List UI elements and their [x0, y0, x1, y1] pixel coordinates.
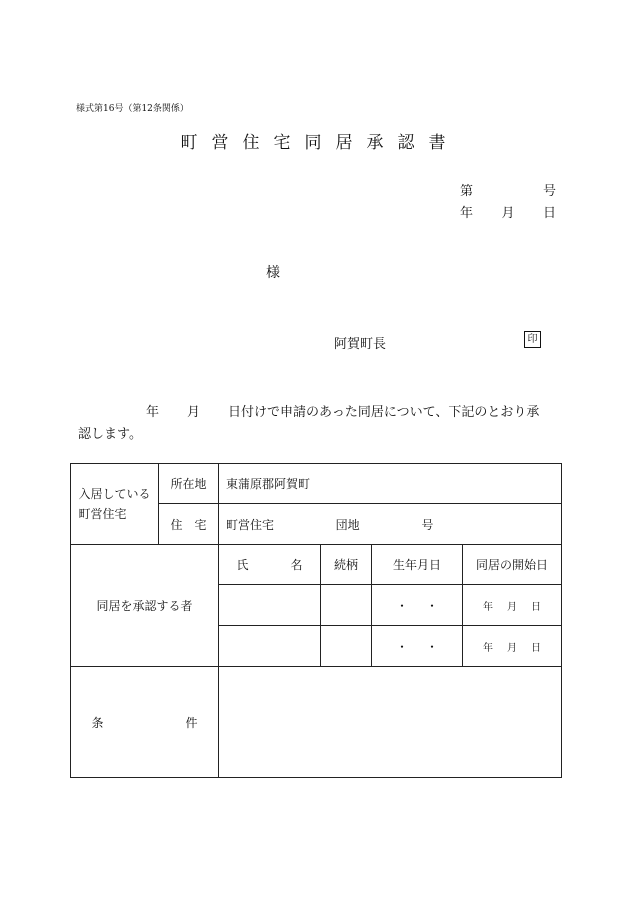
header-birthdate: 生年月日 — [372, 545, 463, 585]
name-cell[interactable] — [219, 626, 321, 667]
header-relation: 続柄 — [321, 545, 372, 585]
header-start-date: 同居の開始日 — [463, 545, 562, 585]
birthdate-dots: ・ ・ — [395, 598, 439, 613]
statement-rest: 日付けで申請のあった同居について、下記のとおり承 — [228, 405, 540, 420]
header-name-text: 氏 名 — [236, 558, 303, 572]
statement-month: 月 — [187, 405, 201, 420]
relation-cell[interactable] — [321, 585, 372, 626]
header-name — [219, 545, 321, 585]
approved-person-label: 同居を承認する者 — [71, 545, 219, 667]
statement-year: 年 — [146, 405, 160, 420]
house-go: 号 — [421, 517, 434, 532]
seal-mark: 印 — [524, 331, 541, 348]
document-number-block — [460, 181, 556, 225]
residence-label: 入居している町営住宅 — [78, 487, 151, 521]
table-row — [71, 464, 562, 504]
document-number-row — [460, 181, 556, 203]
approval-statement — [78, 402, 558, 446]
birthdate-dots: ・ ・ — [395, 639, 439, 654]
year-blank — [78, 402, 146, 424]
document-date-day: 日 — [542, 206, 556, 221]
day-blank — [200, 402, 228, 424]
approval-table — [70, 463, 562, 778]
location-label: 所在地 — [159, 464, 219, 504]
document-title: 町営住宅同居承認書 — [180, 133, 460, 153]
conditions-value[interactable] — [219, 667, 562, 778]
relation-cell[interactable] — [321, 626, 372, 667]
issuer-title: 阿賀町長 — [334, 337, 387, 352]
conditions-label-cell — [71, 667, 219, 778]
document-date-row — [460, 203, 556, 225]
location-value[interactable]: 東蒲原郡阿賀町 — [219, 464, 562, 504]
house-danchi: 団地 — [335, 517, 360, 532]
document-number-prefix: 第 — [460, 184, 474, 199]
document-number-suffix: 号 — [542, 184, 556, 199]
residence-label-cell — [71, 464, 159, 545]
birthdate-cell[interactable] — [372, 585, 463, 626]
document-date-month: 月 — [501, 206, 515, 221]
start-date-cell[interactable] — [463, 626, 562, 667]
birthdate-cell[interactable] — [372, 626, 463, 667]
conditions-label: 条 件 — [91, 715, 198, 730]
statement-line-2: 認します。 — [78, 427, 142, 442]
house-value[interactable] — [219, 504, 562, 545]
document-date-year: 年 — [460, 206, 474, 221]
start-date-cell[interactable] — [463, 585, 562, 626]
form-number: 様式第16号（第12条関係） — [76, 104, 189, 114]
house-prefix: 町営住宅 — [226, 517, 275, 532]
table-row — [71, 667, 562, 778]
house-label: 住 宅 — [159, 504, 219, 545]
start-date-parts: 年 月 日 — [483, 642, 541, 654]
statement-line-1 — [78, 402, 558, 424]
addressee-honorific: 様 — [266, 265, 280, 281]
table-row — [71, 545, 562, 585]
name-cell[interactable] — [219, 585, 321, 626]
month-blank — [159, 402, 187, 424]
start-date-parts: 年 月 日 — [483, 601, 541, 613]
